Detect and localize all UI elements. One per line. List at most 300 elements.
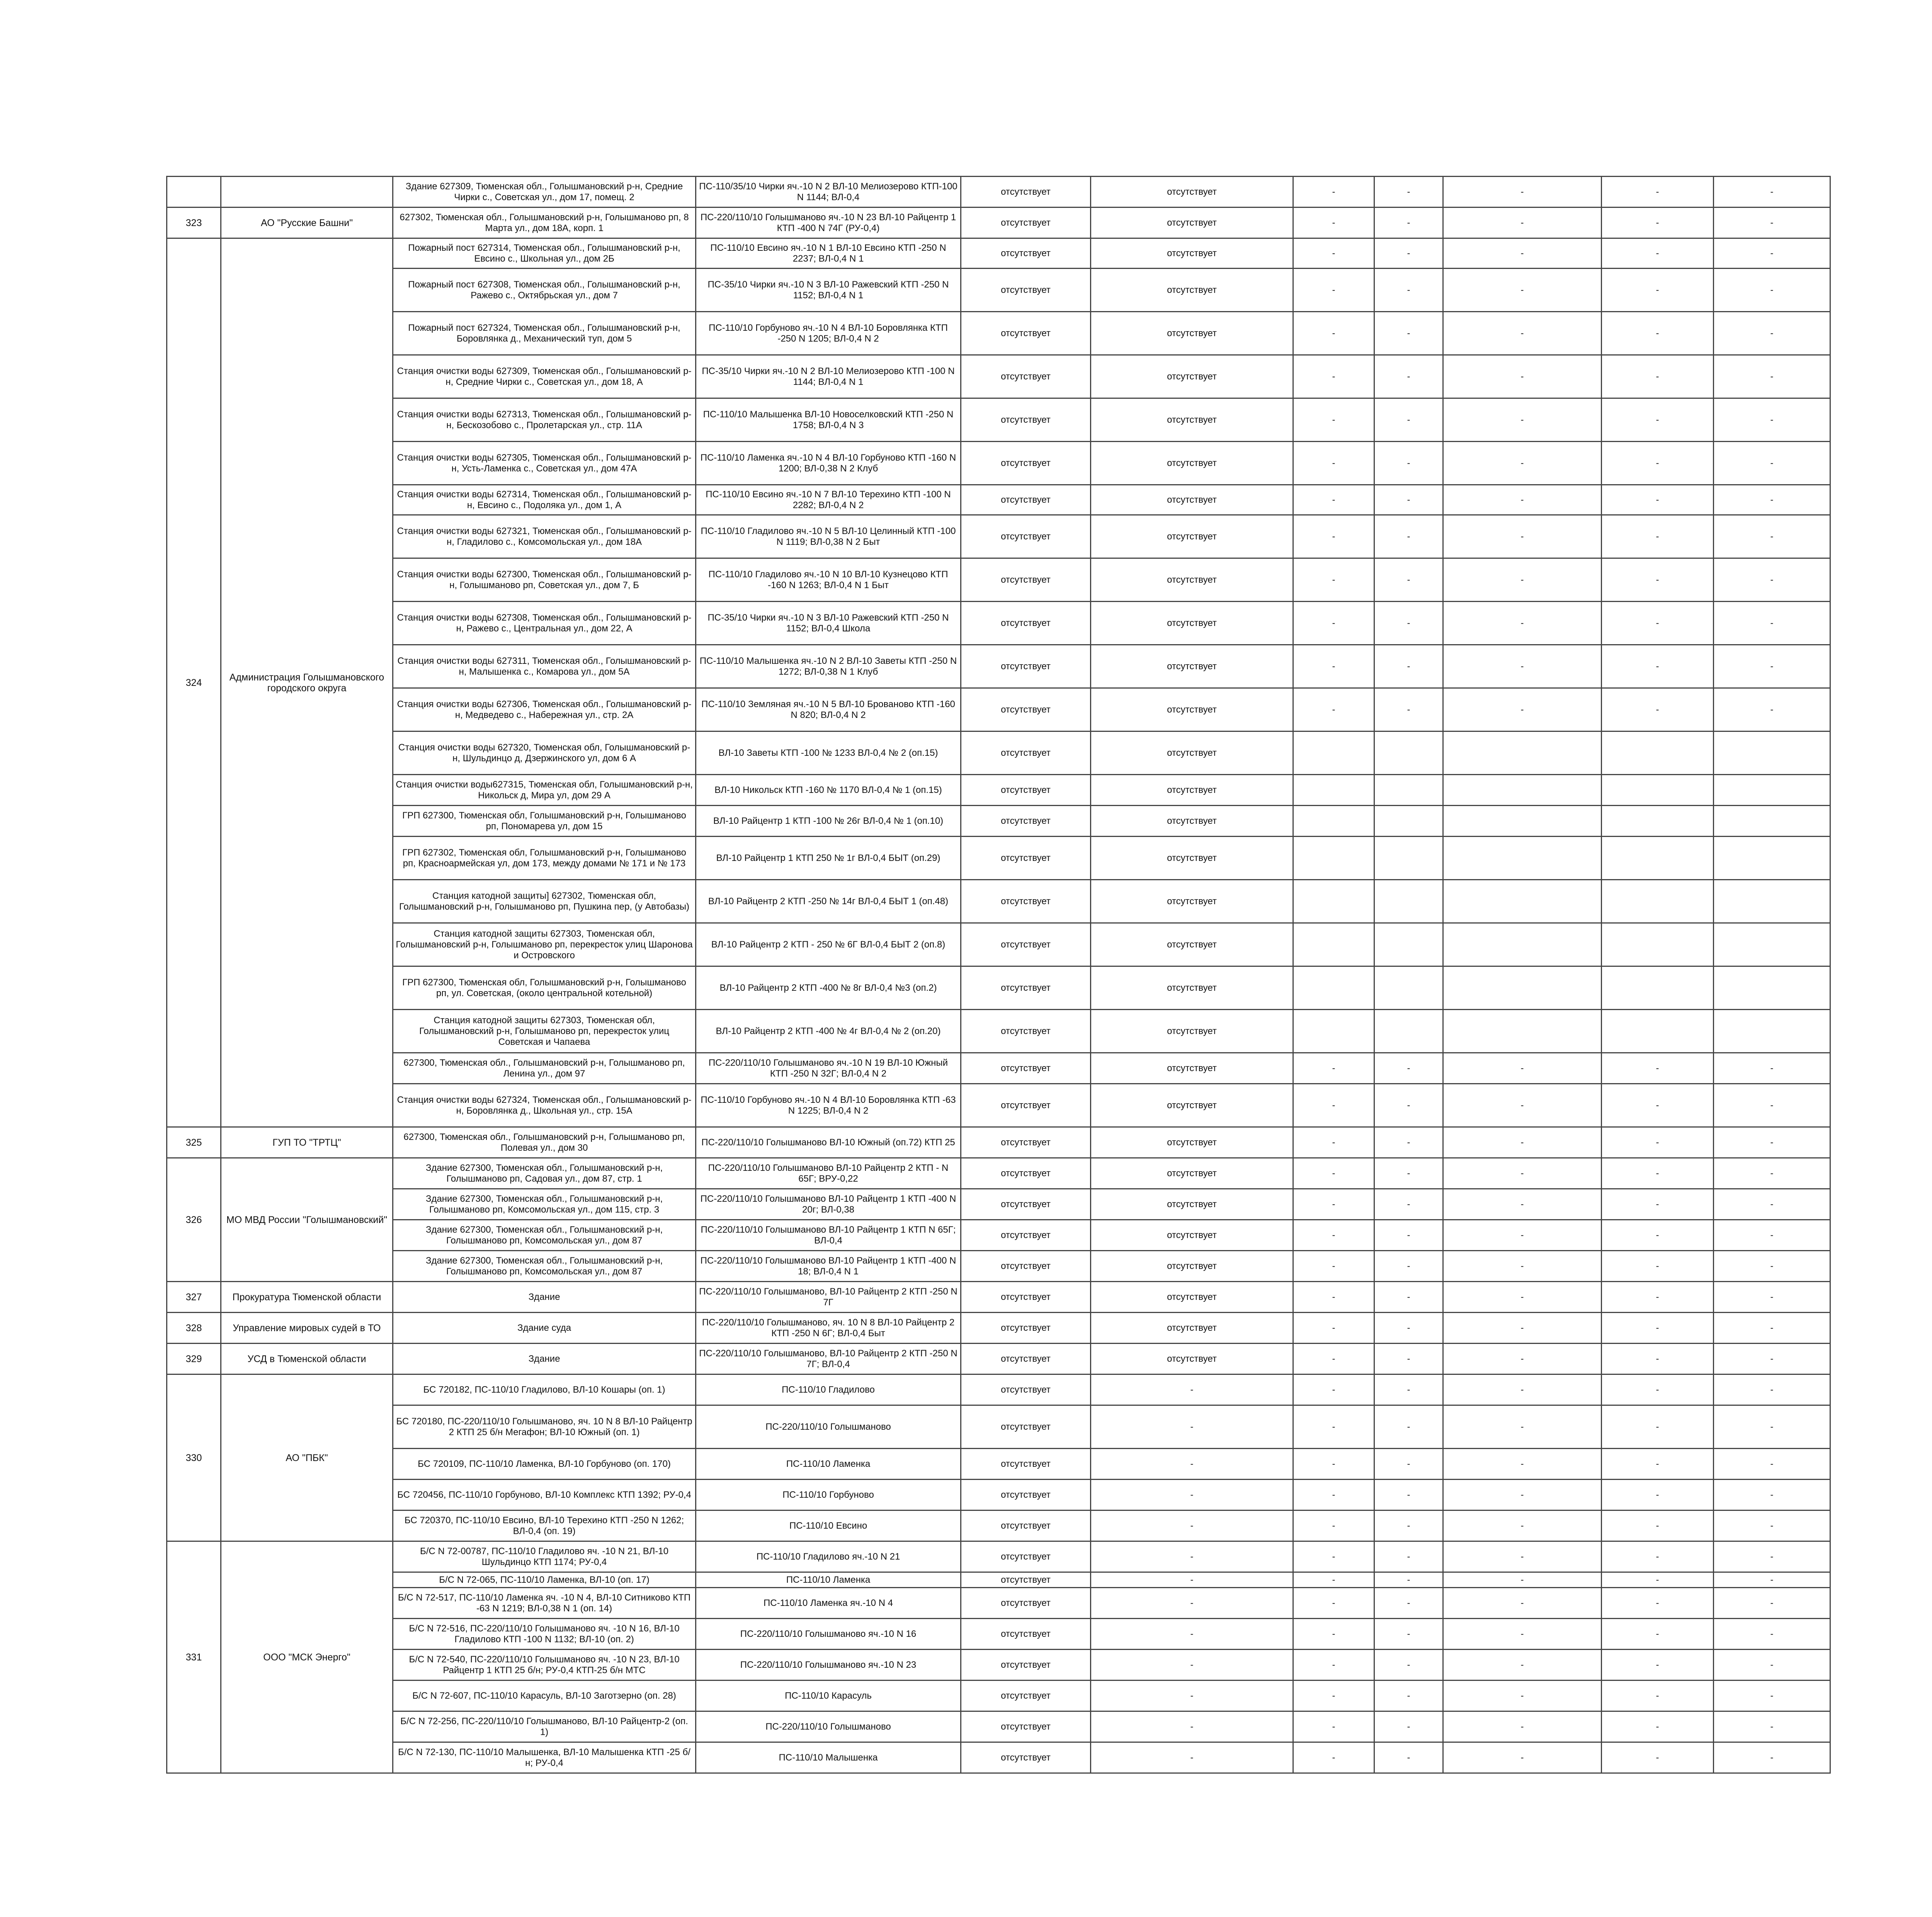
dash-cell: - bbox=[1374, 398, 1443, 442]
dash-cell: - bbox=[1443, 1650, 1602, 1681]
status-cell: отсутствует bbox=[961, 966, 1091, 1010]
dash-cell: - bbox=[1602, 1711, 1714, 1742]
organization-name bbox=[221, 177, 393, 208]
document-sheet bbox=[166, 176, 1824, 1774]
status-cell-2: отсутствует bbox=[1091, 238, 1293, 269]
dash-cell bbox=[1374, 1010, 1443, 1053]
dash-cell: - bbox=[1443, 1220, 1602, 1251]
object-address: Станция катодной защиты 627303, Тюменская обл, Голышмановский р-н, Голышманово рп, перекресток улиц Советская и Чапаева bbox=[393, 1010, 696, 1053]
object-address: Станция очистки воды 627306, Тюменская обл., Голышмановский р-н, Медведево с., Набережная ул., стр. 2А bbox=[393, 688, 696, 731]
dash-cell: - bbox=[1602, 1681, 1714, 1711]
table-row bbox=[167, 602, 1830, 645]
dash-cell: - bbox=[1443, 269, 1602, 312]
dash-cell: - bbox=[1602, 1189, 1714, 1220]
dash-cell: - bbox=[1293, 1405, 1374, 1449]
dash-cell: - bbox=[1602, 1449, 1714, 1480]
dash-cell: - bbox=[1443, 1084, 1602, 1127]
supply-feeder: ПС-110/10 Ламенка bbox=[696, 1449, 961, 1480]
dash-cell bbox=[1714, 880, 1830, 923]
object-address: Б/С N 72-517, ПС-110/10 Ламенка яч. -10 N 4, ВЛ-10 Ситниково КТП -63 N 1219; ВЛ-0,38 N 1 (оп. 14) bbox=[393, 1588, 696, 1619]
dash-cell: - bbox=[1714, 208, 1830, 238]
dash-cell: - bbox=[1374, 1449, 1443, 1480]
status-cell-2: отсутствует bbox=[1091, 269, 1293, 312]
row-number: 326 bbox=[167, 1158, 221, 1282]
dash-cell: - bbox=[1293, 688, 1374, 731]
supply-feeder: ВЛ-10 Райцентр 2 КТП -250 № 14г ВЛ-0,4 БЫТ 1 (оп.48) bbox=[696, 880, 961, 923]
dash-cell: - bbox=[1293, 355, 1374, 398]
dash-cell: - bbox=[1374, 645, 1443, 688]
dash-cell: - bbox=[1714, 485, 1830, 515]
object-address: Станция очистки воды 627311, Тюменская обл., Голышмановский р-н, Малышенка с., Комарова ул., дом 5А bbox=[393, 645, 696, 688]
status-cell-2: отсутствует bbox=[1091, 837, 1293, 880]
dash-cell: - bbox=[1714, 1588, 1830, 1619]
supply-feeder: ПС-110/10 Евсино яч.-10 N 7 ВЛ-10 Терехино КТП -100 N 2282; ВЛ-0,4 N 2 bbox=[696, 485, 961, 515]
dash-cell bbox=[1374, 775, 1443, 806]
dash-cell: - bbox=[1374, 1127, 1443, 1158]
row-number: 329 bbox=[167, 1344, 221, 1374]
supply-feeder: ПС-110/10 Горбуново яч.-10 N 4 ВЛ-10 Боровлянка КТП -63 N 1225; ВЛ-0,4 N 2 bbox=[696, 1084, 961, 1127]
status-cell-2: - bbox=[1091, 1449, 1293, 1480]
dash-cell bbox=[1293, 837, 1374, 880]
dash-cell: - bbox=[1293, 1711, 1374, 1742]
dash-cell: - bbox=[1374, 442, 1443, 485]
supply-feeder: ПС-220/110/10 Голышманово яч.-10 N 23 ВЛ-10 Райцентр 1 КТП -400 N 74Г (РУ-0,4) bbox=[696, 208, 961, 238]
row-number: 325 bbox=[167, 1127, 221, 1158]
supply-feeder: ПС-220/110/10 Голышманово, ВЛ-10 Райцентр 2 КТП -250 N 7Г; ВЛ-0,4 bbox=[696, 1344, 961, 1374]
dash-cell: - bbox=[1714, 442, 1830, 485]
dash-cell bbox=[1443, 837, 1602, 880]
dash-cell: - bbox=[1602, 1084, 1714, 1127]
dash-cell: - bbox=[1443, 1405, 1602, 1449]
status-cell: отсутствует bbox=[961, 1374, 1091, 1405]
dash-cell: - bbox=[1443, 355, 1602, 398]
dash-cell: - bbox=[1374, 1742, 1443, 1773]
supply-feeder: ПС-110/10 Гладилово яч.-10 N 10 ВЛ-10 Кузнецово КТП -160 N 1263; ВЛ-0,4 N 1 Быт bbox=[696, 558, 961, 602]
organization-name: АО "Русские Башни" bbox=[221, 208, 393, 238]
dash-cell: - bbox=[1293, 269, 1374, 312]
dash-cell: - bbox=[1443, 1510, 1602, 1541]
table-row bbox=[167, 1010, 1830, 1053]
table-row bbox=[167, 775, 1830, 806]
status-cell: отсутствует bbox=[961, 1572, 1091, 1588]
supply-feeder: ПС-110/10 Земляная яч.-10 N 5 ВЛ-10 Брованово КТП -160 N 820; ВЛ-0,4 N 2 bbox=[696, 688, 961, 731]
dash-cell: - bbox=[1374, 177, 1443, 208]
dash-cell: - bbox=[1714, 355, 1830, 398]
object-address: 627300, Тюменская обл., Голышмановский р-н, Голышманово рп, Ленина ул., дом 97 bbox=[393, 1053, 696, 1084]
dash-cell: - bbox=[1443, 1374, 1602, 1405]
dash-cell: - bbox=[1443, 1313, 1602, 1344]
dash-cell: - bbox=[1714, 177, 1830, 208]
status-cell-2: отсутствует bbox=[1091, 1127, 1293, 1158]
supply-feeder: ВЛ-10 Райцентр 2 КТП -400 № 8г ВЛ-0,4 №3 (оп.2) bbox=[696, 966, 961, 1010]
status-cell-2: отсутствует bbox=[1091, 645, 1293, 688]
dash-cell: - bbox=[1602, 1619, 1714, 1650]
dash-cell: - bbox=[1374, 312, 1443, 355]
dash-cell: - bbox=[1602, 398, 1714, 442]
supply-feeder: ПС-35/10 Чирки яч.-10 N 3 ВЛ-10 Ражевский КТП -250 N 1152; ВЛ-0,4 Школа bbox=[696, 602, 961, 645]
dash-cell: - bbox=[1293, 1374, 1374, 1405]
dash-cell: - bbox=[1293, 602, 1374, 645]
dash-cell bbox=[1602, 806, 1714, 837]
table-row bbox=[167, 1541, 1830, 1572]
dash-cell bbox=[1602, 923, 1714, 966]
status-cell-2: отсутствует bbox=[1091, 1189, 1293, 1220]
dash-cell: - bbox=[1374, 1220, 1443, 1251]
dash-cell: - bbox=[1374, 1480, 1443, 1510]
object-address: Б/С N 72-065, ПС-110/10 Ламенка, ВЛ-10 (оп. 17) bbox=[393, 1572, 696, 1588]
dash-cell: - bbox=[1714, 515, 1830, 558]
dash-cell: - bbox=[1443, 485, 1602, 515]
status-cell: отсутствует bbox=[961, 1650, 1091, 1681]
dash-cell: - bbox=[1293, 1619, 1374, 1650]
dash-cell: - bbox=[1374, 1650, 1443, 1681]
supply-feeder: ПС-110/10 Горбуново bbox=[696, 1480, 961, 1510]
dash-cell: - bbox=[1443, 208, 1602, 238]
dash-cell: - bbox=[1602, 1588, 1714, 1619]
dash-cell: - bbox=[1293, 1053, 1374, 1084]
table-row bbox=[167, 1220, 1830, 1251]
table-row bbox=[167, 238, 1830, 269]
dash-cell: - bbox=[1602, 177, 1714, 208]
status-cell: отсутствует bbox=[961, 1189, 1091, 1220]
dash-cell: - bbox=[1374, 558, 1443, 602]
status-cell-2: отсутствует bbox=[1091, 1053, 1293, 1084]
object-address: Пожарный пост 627308, Тюменская обл., Голышмановский р-н, Ражево с., Октябрьская ул., дом 7 bbox=[393, 269, 696, 312]
status-cell: отсутствует bbox=[961, 1742, 1091, 1773]
status-cell-2: отсутствует bbox=[1091, 688, 1293, 731]
dash-cell: - bbox=[1443, 1541, 1602, 1572]
dash-cell: - bbox=[1374, 1681, 1443, 1711]
status-cell-2: отсутствует bbox=[1091, 177, 1293, 208]
status-cell: отсутствует bbox=[961, 485, 1091, 515]
status-cell: отсутствует bbox=[961, 398, 1091, 442]
status-cell-2: - bbox=[1091, 1619, 1293, 1650]
dash-cell: - bbox=[1602, 1480, 1714, 1510]
dash-cell: - bbox=[1443, 1251, 1602, 1282]
object-address: Здание 627300, Тюменская обл., Голышмановский р-н, Голышманово рп, Комсомольская ул., дом 87 bbox=[393, 1251, 696, 1282]
status-cell: отсутствует bbox=[961, 1711, 1091, 1742]
dash-cell bbox=[1443, 775, 1602, 806]
organization-name: Прокуратура Тюменской области bbox=[221, 1282, 393, 1313]
object-address: Станция очистки воды 627305, Тюменская обл., Голышмановский р-н, Усть-Ламенка с., Советская ул., дом 47А bbox=[393, 442, 696, 485]
dash-cell bbox=[1293, 923, 1374, 966]
dash-cell: - bbox=[1293, 312, 1374, 355]
dash-cell: - bbox=[1714, 398, 1830, 442]
dash-cell: - bbox=[1374, 238, 1443, 269]
dash-cell: - bbox=[1602, 515, 1714, 558]
dash-cell: - bbox=[1714, 238, 1830, 269]
supply-feeder: ПС-110/35/10 Чирки яч.-10 N 2 ВЛ-10 Мелиозерово КТП-100 N 1144; ВЛ-0,4 bbox=[696, 177, 961, 208]
dash-cell bbox=[1374, 806, 1443, 837]
object-address: ГРП 627302, Тюменская обл, Голышмановский р-н, Голышманово рп, Красноармейская ул, дом 173, между домами № 171 и № 173 bbox=[393, 837, 696, 880]
status-cell-2: отсутствует bbox=[1091, 312, 1293, 355]
status-cell-2: - bbox=[1091, 1541, 1293, 1572]
table-row bbox=[167, 1158, 1830, 1189]
dash-cell: - bbox=[1602, 558, 1714, 602]
dash-cell: - bbox=[1374, 1541, 1443, 1572]
table-row bbox=[167, 966, 1830, 1010]
table-row bbox=[167, 1189, 1830, 1220]
object-address: Станция очистки воды 627309, Тюменская обл., Голышмановский р-н, Средние Чирки с., Советская ул., дом 18, А bbox=[393, 355, 696, 398]
row-number: 324 bbox=[167, 238, 221, 1127]
status-cell-2: отсутствует bbox=[1091, 515, 1293, 558]
supply-feeder: ПС-220/110/10 Голышманово ВЛ-10 Южный (оп.72) КТП 25 bbox=[696, 1127, 961, 1158]
status-cell-2: отсутствует bbox=[1091, 923, 1293, 966]
dash-cell: - bbox=[1602, 312, 1714, 355]
dash-cell: - bbox=[1293, 1313, 1374, 1344]
dash-cell bbox=[1602, 837, 1714, 880]
status-cell: отсутствует bbox=[961, 806, 1091, 837]
status-cell: отсутствует bbox=[961, 1282, 1091, 1313]
dash-cell: - bbox=[1714, 1681, 1830, 1711]
row-number: 328 bbox=[167, 1313, 221, 1344]
dash-cell: - bbox=[1443, 1572, 1602, 1588]
dash-cell: - bbox=[1443, 1344, 1602, 1374]
status-cell: отсутствует bbox=[961, 355, 1091, 398]
dash-cell: - bbox=[1374, 1313, 1443, 1344]
supply-feeder: ПС-35/10 Чирки яч.-10 N 3 ВЛ-10 Ражевский КТП -250 N 1152; ВЛ-0,4 N 1 bbox=[696, 269, 961, 312]
dash-cell bbox=[1602, 880, 1714, 923]
dash-cell: - bbox=[1293, 208, 1374, 238]
dash-cell: - bbox=[1374, 1189, 1443, 1220]
table-row bbox=[167, 442, 1830, 485]
table-row bbox=[167, 398, 1830, 442]
table-row bbox=[167, 837, 1830, 880]
dash-cell: - bbox=[1293, 485, 1374, 515]
status-cell-2: отсутствует bbox=[1091, 806, 1293, 837]
table-row bbox=[167, 1084, 1830, 1127]
dash-cell bbox=[1443, 1010, 1602, 1053]
status-cell: отсутствует bbox=[961, 238, 1091, 269]
dash-cell: - bbox=[1602, 1510, 1714, 1541]
object-address: БС 720180, ПС-220/110/10 Голышманово, яч. 10 N 8 ВЛ-10 Райцентр 2 КТП 25 б/н Мегафон; ВЛ-10 Южный (оп. 1) bbox=[393, 1405, 696, 1449]
dash-cell: - bbox=[1714, 269, 1830, 312]
dash-cell: - bbox=[1602, 1405, 1714, 1449]
dash-cell: - bbox=[1602, 485, 1714, 515]
object-address: Здание bbox=[393, 1282, 696, 1313]
dash-cell: - bbox=[1602, 1572, 1714, 1588]
dash-cell: - bbox=[1602, 1313, 1714, 1344]
status-cell-2: отсутствует bbox=[1091, 355, 1293, 398]
object-address: Станция очистки воды 627320, Тюменская обл, Голышмановский р-н, Шульдинцо д, Дзержинского ул, дом 6 А bbox=[393, 731, 696, 775]
dash-cell: - bbox=[1293, 238, 1374, 269]
dash-cell: - bbox=[1714, 312, 1830, 355]
dash-cell: - bbox=[1293, 1510, 1374, 1541]
status-cell-2: отсутствует bbox=[1091, 775, 1293, 806]
dash-cell: - bbox=[1293, 1127, 1374, 1158]
supply-feeder: ПС-110/10 Малышенка яч.-10 N 2 ВЛ-10 Заветы КТП -250 N 1272; ВЛ-0,38 N 1 Клуб bbox=[696, 645, 961, 688]
object-address: БС 720109, ПС-110/10 Ламенка, ВЛ-10 Горбуново (оп. 170) bbox=[393, 1449, 696, 1480]
dash-cell: - bbox=[1374, 1711, 1443, 1742]
dash-cell: - bbox=[1293, 442, 1374, 485]
status-cell: отсутствует bbox=[961, 1405, 1091, 1449]
dash-cell: - bbox=[1443, 1588, 1602, 1619]
dash-cell: - bbox=[1293, 1189, 1374, 1220]
organization-name: ООО "МСК Энерго" bbox=[221, 1541, 393, 1773]
table-row bbox=[167, 1053, 1830, 1084]
object-address: Б/С N 72-516, ПС-220/110/10 Голышманово яч. -10 N 16, ВЛ-10 Гладилово КТП -100 N 1132; ВЛ-10 (оп. 2) bbox=[393, 1619, 696, 1650]
row-number: 323 bbox=[167, 208, 221, 238]
dash-cell: - bbox=[1374, 602, 1443, 645]
dash-cell bbox=[1374, 923, 1443, 966]
status-cell: отсутствует bbox=[961, 1449, 1091, 1480]
dash-cell bbox=[1714, 837, 1830, 880]
supply-feeder: ВЛ-10 Райцентр 2 КТП -400 № 4г ВЛ-0,4 № 2 (оп.20) bbox=[696, 1010, 961, 1053]
status-cell: отсутствует bbox=[961, 312, 1091, 355]
dash-cell: - bbox=[1714, 1220, 1830, 1251]
status-cell-2: отсутствует bbox=[1091, 1158, 1293, 1189]
object-address: БС 720182, ПС-110/10 Гладилово, ВЛ-10 Кошары (оп. 1) bbox=[393, 1374, 696, 1405]
dash-cell bbox=[1293, 775, 1374, 806]
status-cell-2: - bbox=[1091, 1742, 1293, 1773]
status-cell-2: - bbox=[1091, 1572, 1293, 1588]
dash-cell: - bbox=[1293, 1572, 1374, 1588]
dash-cell: - bbox=[1443, 1053, 1602, 1084]
object-address: Здание 627300, Тюменская обл., Голышмановский р-н, Голышманово рп, Комсомольская ул., дом 115, стр. 3 bbox=[393, 1189, 696, 1220]
dash-cell bbox=[1602, 1010, 1714, 1053]
status-cell-2: отсутствует bbox=[1091, 1251, 1293, 1282]
status-cell: отсутствует bbox=[961, 1053, 1091, 1084]
object-address: Станция очистки воды 627321, Тюменская обл., Голышмановский р-н, Гладилово с., Комсомольская ул., дом 18А bbox=[393, 515, 696, 558]
dash-cell: - bbox=[1714, 1742, 1830, 1773]
status-cell: отсутствует bbox=[961, 923, 1091, 966]
dash-cell: - bbox=[1374, 1374, 1443, 1405]
dash-cell: - bbox=[1443, 442, 1602, 485]
table-row bbox=[167, 1313, 1830, 1344]
dash-cell: - bbox=[1293, 1344, 1374, 1374]
organization-name: Администрация Голышмановского городского округа bbox=[221, 238, 393, 1127]
status-cell: отсутствует bbox=[961, 688, 1091, 731]
dash-cell: - bbox=[1374, 1619, 1443, 1650]
object-address: Здание суда bbox=[393, 1313, 696, 1344]
table-row bbox=[167, 1251, 1830, 1282]
table-row bbox=[167, 269, 1830, 312]
status-cell: отсутствует bbox=[961, 177, 1091, 208]
dash-cell: - bbox=[1374, 269, 1443, 312]
dash-cell: - bbox=[1293, 558, 1374, 602]
supply-feeder: ПС-220/110/10 Голышманово ВЛ-10 Райцентр 1 КТП -400 N 20г; ВЛ-0,38 bbox=[696, 1189, 961, 1220]
status-cell: отсутствует bbox=[961, 208, 1091, 238]
dash-cell: - bbox=[1443, 238, 1602, 269]
dash-cell: - bbox=[1714, 1711, 1830, 1742]
supply-feeder: ВЛ-10 Райцентр 2 КТП - 250 № 6Г ВЛ-0,4 БЫТ 2 (оп.8) bbox=[696, 923, 961, 966]
dash-cell bbox=[1443, 923, 1602, 966]
dash-cell bbox=[1374, 966, 1443, 1010]
table-row bbox=[167, 312, 1830, 355]
table-row bbox=[167, 515, 1830, 558]
status-cell: отсутствует bbox=[961, 775, 1091, 806]
status-cell-2: отсутствует bbox=[1091, 1220, 1293, 1251]
dash-cell bbox=[1374, 837, 1443, 880]
dash-cell: - bbox=[1293, 1251, 1374, 1282]
dash-cell: - bbox=[1602, 645, 1714, 688]
status-cell-2: отсутствует bbox=[1091, 398, 1293, 442]
dash-cell: - bbox=[1293, 1588, 1374, 1619]
dash-cell: - bbox=[1293, 1282, 1374, 1313]
dash-cell: - bbox=[1374, 355, 1443, 398]
status-cell: отсутствует bbox=[961, 1344, 1091, 1374]
supply-feeder: ПС-110/10 Евсино яч.-10 N 1 ВЛ-10 Евсино КТП -250 N 2237; ВЛ-0,4 N 1 bbox=[696, 238, 961, 269]
dash-cell: - bbox=[1602, 1344, 1714, 1374]
object-address: Б/С N 72-00787, ПС-110/10 Гладилово яч. -10 N 21, ВЛ-10 Шульдинцо КТП 1174; РУ-0,4 bbox=[393, 1541, 696, 1572]
dash-cell bbox=[1714, 775, 1830, 806]
dash-cell: - bbox=[1602, 1127, 1714, 1158]
dash-cell: - bbox=[1714, 1158, 1830, 1189]
status-cell-2: отсутствует bbox=[1091, 1344, 1293, 1374]
supply-feeder: ПС-220/110/10 Голышманово яч.-10 N 19 ВЛ-10 Южный КТП -250 N 32Г; ВЛ-0,4 N 2 bbox=[696, 1053, 961, 1084]
table-row bbox=[167, 1681, 1830, 1711]
status-cell-2: - bbox=[1091, 1405, 1293, 1449]
object-address: БС 720370, ПС-110/10 Евсино, ВЛ-10 Терехино КТП -250 N 1262; ВЛ-0,4 (оп. 19) bbox=[393, 1510, 696, 1541]
dash-cell bbox=[1443, 806, 1602, 837]
dash-cell: - bbox=[1374, 688, 1443, 731]
dash-cell: - bbox=[1293, 1541, 1374, 1572]
dash-cell: - bbox=[1714, 1510, 1830, 1541]
dash-cell: - bbox=[1602, 1541, 1714, 1572]
table-row bbox=[167, 806, 1830, 837]
supply-feeder: ПС-220/110/10 Голышманово bbox=[696, 1405, 961, 1449]
dash-cell bbox=[1293, 806, 1374, 837]
dash-cell: - bbox=[1443, 398, 1602, 442]
dash-cell: - bbox=[1443, 558, 1602, 602]
supply-feeder: ВЛ-10 Заветы КТП -100 № 1233 ВЛ-0,4 № 2 (оп.15) bbox=[696, 731, 961, 775]
table-row bbox=[167, 645, 1830, 688]
supply-feeder: ПС-220/110/10 Голышманово bbox=[696, 1711, 961, 1742]
status-cell: отсутствует bbox=[961, 1510, 1091, 1541]
organization-name: МО МВД России "Голышмановский" bbox=[221, 1158, 393, 1282]
dash-cell: - bbox=[1293, 1681, 1374, 1711]
object-address: Б/С N 72-607, ПС-110/10 Карасуль, ВЛ-10 Заготзерно (оп. 28) bbox=[393, 1681, 696, 1711]
dash-cell: - bbox=[1374, 1588, 1443, 1619]
dash-cell: - bbox=[1443, 312, 1602, 355]
dash-cell: - bbox=[1602, 1158, 1714, 1189]
status-cell-2: - bbox=[1091, 1681, 1293, 1711]
supply-feeder: ПС-110/10 Гладилово яч.-10 N 5 ВЛ-10 Целинный КТП -100 N 1119; ВЛ-0,38 N 2 Быт bbox=[696, 515, 961, 558]
table-row bbox=[167, 208, 1830, 238]
table-body bbox=[167, 177, 1830, 1773]
dash-cell: - bbox=[1443, 1711, 1602, 1742]
dash-cell bbox=[1714, 923, 1830, 966]
status-cell-2: отсутствует bbox=[1091, 880, 1293, 923]
dash-cell: - bbox=[1293, 1220, 1374, 1251]
object-address: ГРП 627300, Тюменская обл, Голышмановский р-н, Голышманово рп, Пономарева ул, дом 15 bbox=[393, 806, 696, 837]
object-address: Станция очистки воды 627308, Тюменская обл., Голышмановский р-н, Ражево с., Центральная ул., дом 22, А bbox=[393, 602, 696, 645]
status-cell: отсутствует bbox=[961, 558, 1091, 602]
supply-feeder: ПС-220/110/10 Голышманово, яч. 10 N 8 ВЛ-10 Райцентр 2 КТП -250 N 6Г; ВЛ-0,4 Быт bbox=[696, 1313, 961, 1344]
object-address: Здание 627300, Тюменская обл., Голышмановский р-н, Голышманово рп, Садовая ул., дом 87, стр. 1 bbox=[393, 1158, 696, 1189]
supply-feeder: ПС-110/10 Гладилово яч.-10 N 21 bbox=[696, 1541, 961, 1572]
dash-cell: - bbox=[1714, 558, 1830, 602]
dash-cell: - bbox=[1443, 515, 1602, 558]
table-row bbox=[167, 1619, 1830, 1650]
status-cell-2: - bbox=[1091, 1711, 1293, 1742]
dash-cell: - bbox=[1374, 1344, 1443, 1374]
status-cell: отсутствует bbox=[961, 269, 1091, 312]
status-cell: отсутствует bbox=[961, 515, 1091, 558]
object-address: Б/С N 72-540, ПС-220/110/10 Голышманово яч. -10 N 23, ВЛ-10 Райцентр 1 КТП 25 б/н; РУ-0,4 КТП-25 б/н МТС bbox=[393, 1650, 696, 1681]
dash-cell bbox=[1443, 966, 1602, 1010]
dash-cell: - bbox=[1602, 1650, 1714, 1681]
status-cell: отсутствует bbox=[961, 1541, 1091, 1572]
status-cell-2: отсутствует bbox=[1091, 602, 1293, 645]
status-cell-2: отсутствует bbox=[1091, 1010, 1293, 1053]
dash-cell: - bbox=[1714, 1619, 1830, 1650]
table-row bbox=[167, 1449, 1830, 1480]
dash-cell: - bbox=[1714, 645, 1830, 688]
object-address: Б/С N 72-130, ПС-110/10 Малышенка, ВЛ-10 Малышенка КТП -25 б/н; РУ-0,4 bbox=[393, 1742, 696, 1773]
row-number: 327 bbox=[167, 1282, 221, 1313]
dash-cell: - bbox=[1714, 602, 1830, 645]
